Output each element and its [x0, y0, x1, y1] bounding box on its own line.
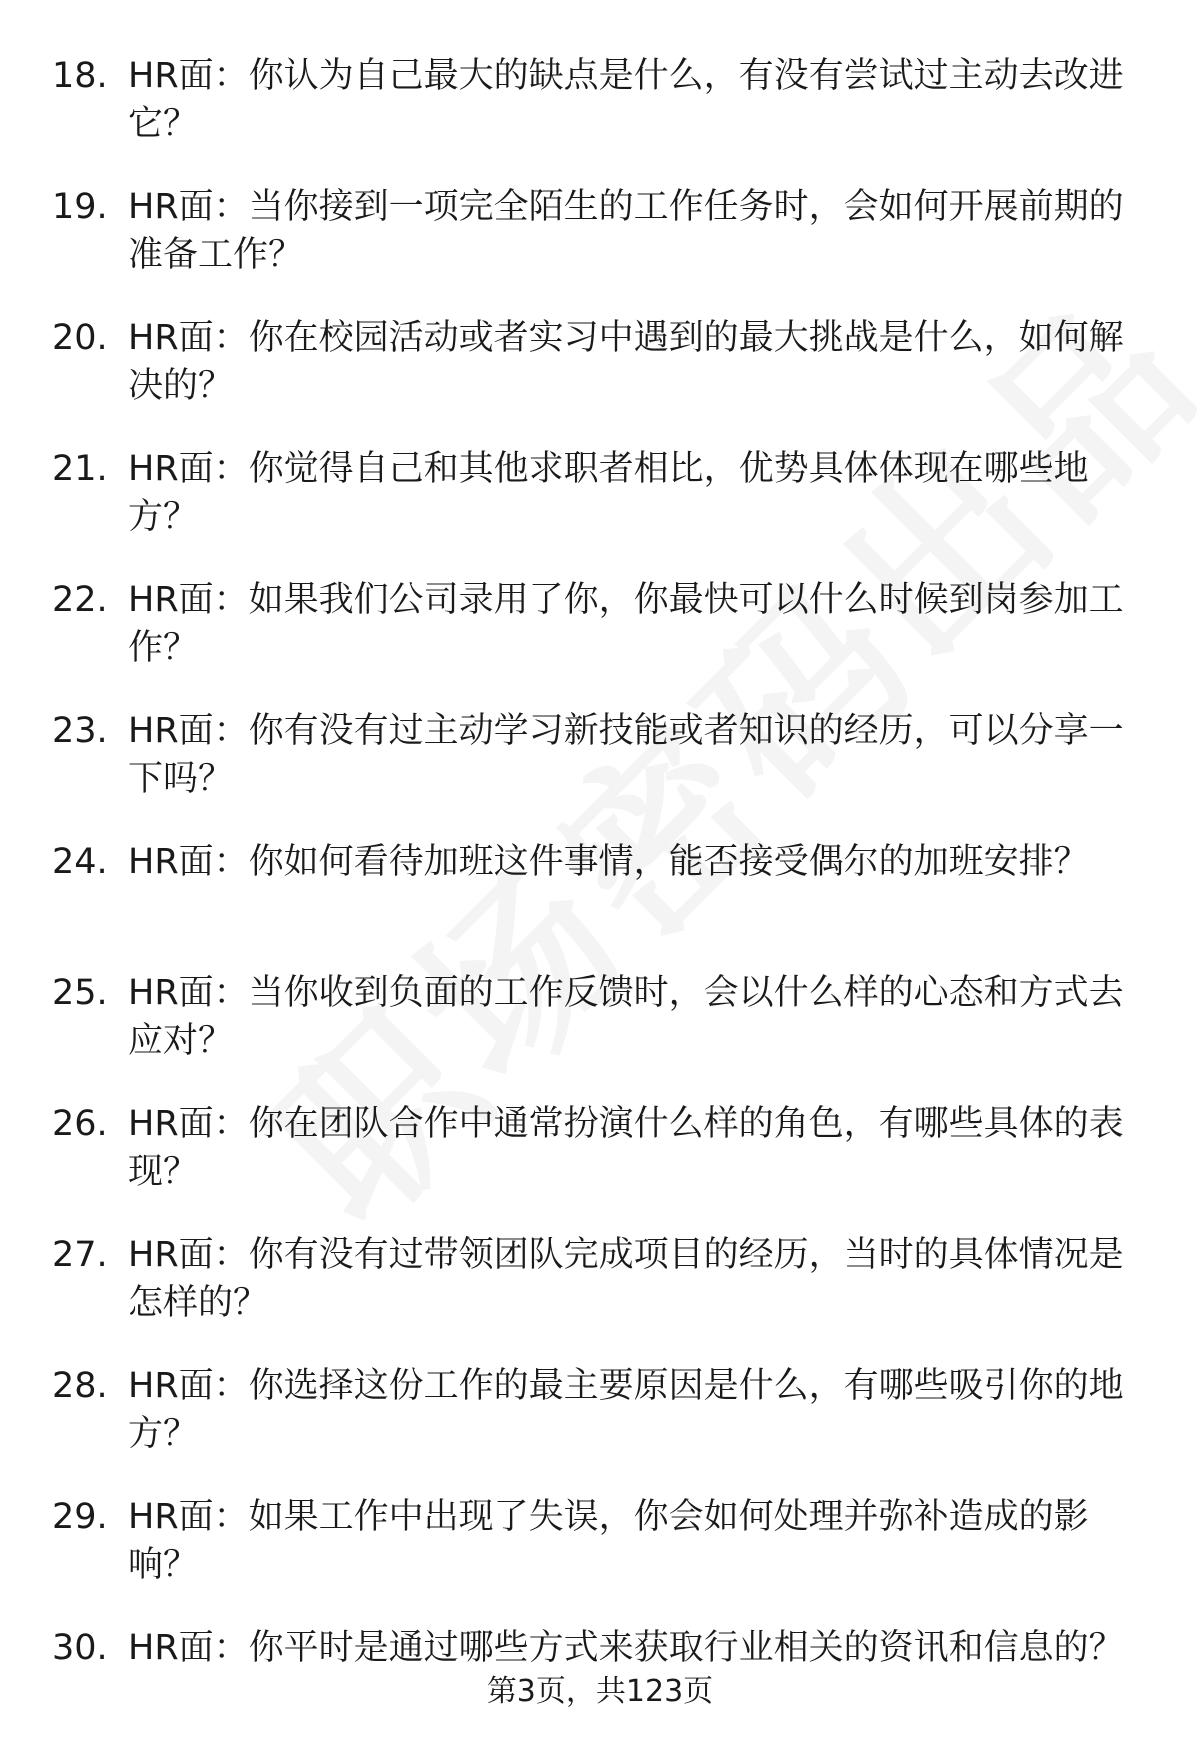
question-list [0, 52, 1200, 1755]
question-text: HR面：你有没有过带领团队完成项目的经历，当时的具体情况是怎样的？ [128, 1235, 1124, 1323]
list-item [0, 969, 1200, 1100]
list-item [0, 1100, 1200, 1231]
question-number: 25. [52, 973, 108, 1013]
question-text: HR面：你在校园活动或者实习中遇到的最大挑战是什么，如何解决的？ [128, 318, 1124, 406]
question-number: 26. [52, 1104, 108, 1144]
question-number: 30. [52, 1628, 108, 1668]
question-text: HR面：你在团队合作中通常扮演什么样的角色，有哪些具体的表现？ [128, 1104, 1124, 1192]
question-text: HR面：你有没有过主动学习新技能或者知识的经历，可以分享一下吗？ [128, 711, 1124, 799]
question-number: 27. [52, 1235, 108, 1275]
list-item [0, 576, 1200, 707]
list-item [0, 707, 1200, 838]
question-text: HR面：你平时是通过哪些方式来获取行业相关的资讯和信息的？ [128, 1628, 1124, 1668]
question-text: HR面：你如何看待加班这件事情，能否接受偶尔的加班安排？ [128, 842, 1089, 882]
question-number: 20. [52, 318, 108, 358]
list-item [0, 1231, 1200, 1362]
question-text: HR面：当你接到一项完全陌生的工作任务时，会如何开展前期的准备工作？ [128, 187, 1124, 275]
question-number: 18. [52, 56, 108, 96]
question-number: 19. [52, 187, 108, 227]
question-number: 23. [52, 711, 108, 751]
question-text: HR面：你选择这份工作的最主要原因是什么，有哪些吸引你的地方？ [128, 1366, 1124, 1454]
list-item [0, 52, 1200, 183]
question-number: 24. [52, 842, 108, 882]
question-number: 28. [52, 1366, 108, 1406]
list-item [0, 183, 1200, 314]
list-item [0, 1362, 1200, 1493]
question-number: 21. [52, 449, 108, 489]
list-item [0, 314, 1200, 445]
question-text: HR面：你觉得自己和其他求职者相比，优势具体体现在哪些地方？ [128, 449, 1089, 537]
question-number: 29. [52, 1497, 108, 1537]
page-footer: 第3页，共123页 [486, 1674, 714, 1709]
list-item [0, 1493, 1200, 1624]
question-text: HR面：你认为自己最大的缺点是什么，有没有尝试过主动去改进它？ [128, 56, 1124, 144]
question-text: HR面：如果我们公司录用了你，你最快可以什么时候到岗参加工作？ [128, 580, 1124, 668]
list-item [0, 838, 1200, 969]
question-text: HR面：如果工作中出现了失误，你会如何处理并弥补造成的影响？ [128, 1497, 1089, 1585]
list-item [0, 445, 1200, 576]
question-number: 22. [52, 580, 108, 620]
question-text: HR面：当你收到负面的工作反馈时，会以什么样的心态和方式去应对？ [128, 973, 1124, 1061]
